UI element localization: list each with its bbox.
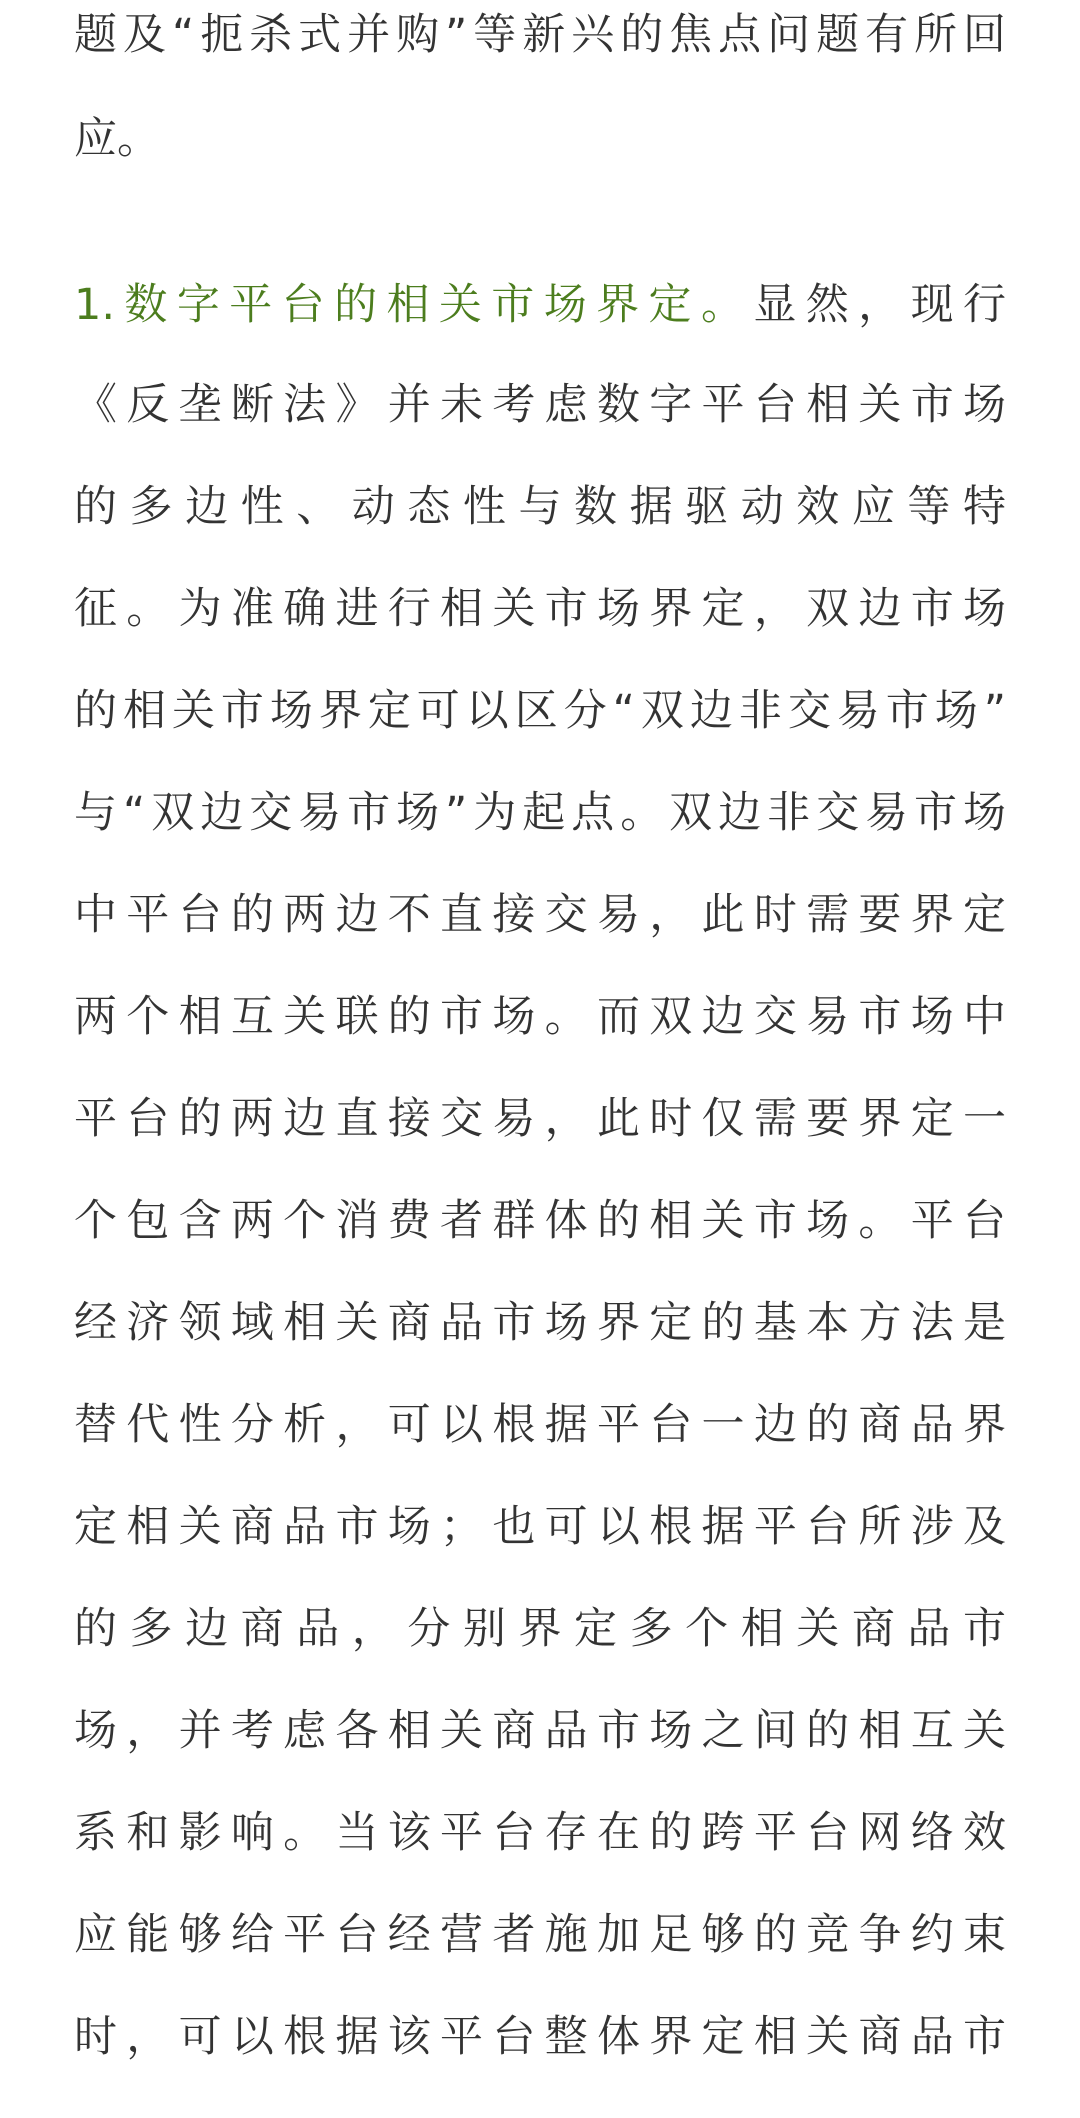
paragraph-line: 的多边性、动态性与数据驱动效应等特 bbox=[74, 482, 1006, 532]
intro-line: 题及“扼杀式并购”等新兴的焦点问题有所回 bbox=[74, 10, 1006, 60]
section-heading: 1.数字平台的相关市场界定。 bbox=[74, 280, 754, 330]
paragraph-line: 的相关市场界定可以区分“双边非交易市场” bbox=[74, 686, 1006, 736]
paragraph-line: 系和影响。当该平台存在的跨平台网络效 bbox=[74, 1808, 1006, 1858]
paragraph-line: 个包含两个消费者群体的相关市场。平台 bbox=[74, 1196, 1006, 1246]
intro-line: 应。 bbox=[74, 114, 160, 164]
paragraph-line: 经济领域相关商品市场界定的基本方法是 bbox=[74, 1298, 1006, 1348]
paragraph-line: 中平台的两边不直接交易，此时需要界定 bbox=[74, 890, 1006, 940]
paragraph-line: 场，并考虑各相关商品市场之间的相互关 bbox=[74, 1706, 1006, 1756]
paragraph-line: 定相关商品市场；也可以根据平台所涉及 bbox=[74, 1502, 1006, 1552]
section-first-line bbox=[74, 253, 1006, 357]
paragraph-line: 《反垄断法》并未考虑数字平台相关市场 bbox=[74, 380, 1006, 430]
paragraph-line: 时，可以根据该平台整体界定相关商品市 bbox=[74, 2012, 1006, 2062]
paragraph-line: 与“双边交易市场”为起点。双边非交易市场 bbox=[74, 788, 1006, 838]
paragraph-line: 征。为准确进行相关市场界定，双边市场 bbox=[74, 584, 1006, 634]
section-first-line-text: 显然，现行 bbox=[753, 280, 1006, 330]
paragraph-line: 替代性分析，可以根据平台一边的商品界 bbox=[74, 1400, 1006, 1450]
paragraph-line: 应能够给平台经营者施加足够的竞争约束 bbox=[74, 1910, 1006, 1960]
paragraph-line: 平台的两边直接交易，此时仅需要界定一 bbox=[74, 1094, 1006, 1144]
paragraph-line: 的多边商品，分别界定多个相关商品市 bbox=[74, 1604, 1006, 1654]
paragraph-line: 两个相互关联的市场。而双边交易市场中 bbox=[74, 992, 1006, 1042]
